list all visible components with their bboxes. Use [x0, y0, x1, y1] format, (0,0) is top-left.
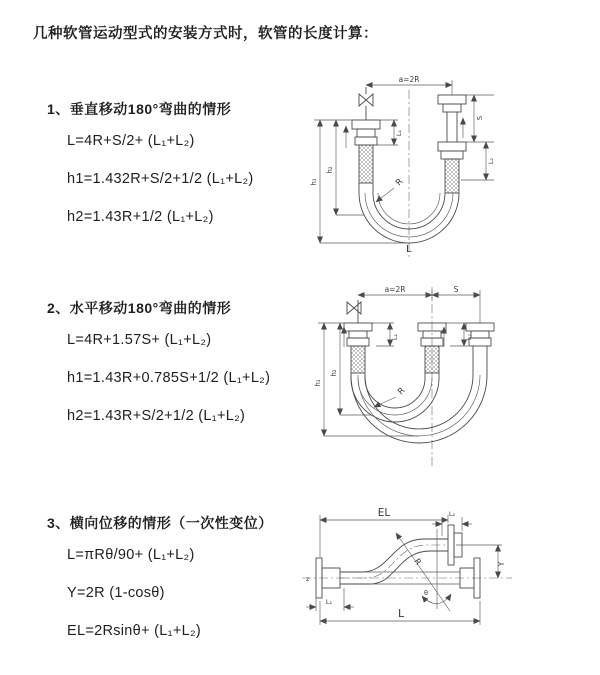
section-1-heading: 1、垂直移动180°弯曲的情形: [47, 101, 232, 117]
formula-L: L=4R+1.57S+ (L₁+L₂): [67, 332, 212, 348]
dim-label-l1: L₁: [395, 129, 403, 137]
dimension-lines: [314, 80, 494, 243]
dim-label-l2: L₂: [448, 510, 456, 518]
dim-label-r: R: [396, 385, 408, 398]
formula-L: L=πRθ/90+ (L₁+L₂): [67, 547, 195, 563]
hose-assembly: [344, 300, 494, 443]
construction-lines: [396, 529, 451, 611]
dim-label-a2r: a=2R: [398, 75, 420, 84]
dim-label-h1: h₁: [310, 178, 318, 186]
formula-h1: h1=1.43R+0.785S+1/2 (L₁+L₂): [67, 370, 271, 386]
centerlines: [302, 545, 512, 578]
dim-label-h2: h₂: [330, 369, 338, 377]
centerline-mark: z: [306, 575, 310, 583]
dim-label-l: L: [406, 244, 412, 255]
valve-icon: [347, 300, 361, 323]
dim-label-r: R: [412, 556, 423, 567]
page-title: 几种软管运动型式的安装方式时，软管的长度计算：: [33, 26, 378, 42]
dim-label-s: S: [476, 115, 484, 121]
braid-section: [445, 159, 459, 193]
braid-section: [359, 145, 373, 183]
section-lateral-displacement: [47, 513, 273, 661]
formula-h2: h2=1.43R+1/2 (L₁+L₂): [67, 209, 214, 225]
formula-h2: h2=1.43R+S/2+1/2 (L₁+L₂): [67, 408, 246, 424]
diagram-vertical-180-bend: [306, 70, 598, 266]
section-horizontal-movement: [47, 298, 270, 446]
dim-label-r: R: [394, 176, 406, 189]
diagram-labels: [310, 75, 495, 255]
dim-label-l1: L₁: [325, 598, 333, 606]
formula-Y: Y=2R (1-cosθ): [67, 585, 165, 601]
dim-label-l: L: [398, 607, 405, 620]
formula-h1: h1=1.432R+S/2+1/2 (L₁+L₂): [67, 171, 254, 187]
dim-label-h1: h₁: [314, 379, 322, 387]
formula-EL: EL=2Rsinθ+ (L₁+L₂): [67, 623, 202, 639]
diagram-horizontal-180-bend: [310, 283, 600, 475]
dim-label-y: Y: [497, 561, 506, 567]
dim-label-el: EL: [377, 507, 391, 519]
dim-label-l1: L₁: [391, 333, 399, 341]
dim-label-l2: L₂: [487, 157, 495, 165]
section-2-heading: 2、水平移动180°弯曲的情形: [47, 300, 232, 316]
diagram-labels: [306, 507, 506, 620]
section-3-heading: 3、横向位移的情形（一次性变位）: [47, 515, 273, 531]
formula-L: L=4R+S/2+ (L₁+L₂): [67, 133, 195, 149]
dim-label-s: S: [453, 285, 459, 294]
braid-section: [351, 346, 365, 373]
angle-label-theta: θ: [424, 589, 428, 597]
diagram-labels: [314, 285, 473, 397]
section-vertical-movement: [47, 99, 254, 247]
dim-label-a2r: a=2R: [384, 285, 406, 294]
dim-label-h2: h₂: [326, 166, 334, 174]
valve-icon: [359, 87, 373, 120]
diagram-lateral-displacement: [298, 503, 595, 665]
braid-section: [425, 346, 439, 373]
dim-label-l2: L₂: [465, 333, 473, 341]
